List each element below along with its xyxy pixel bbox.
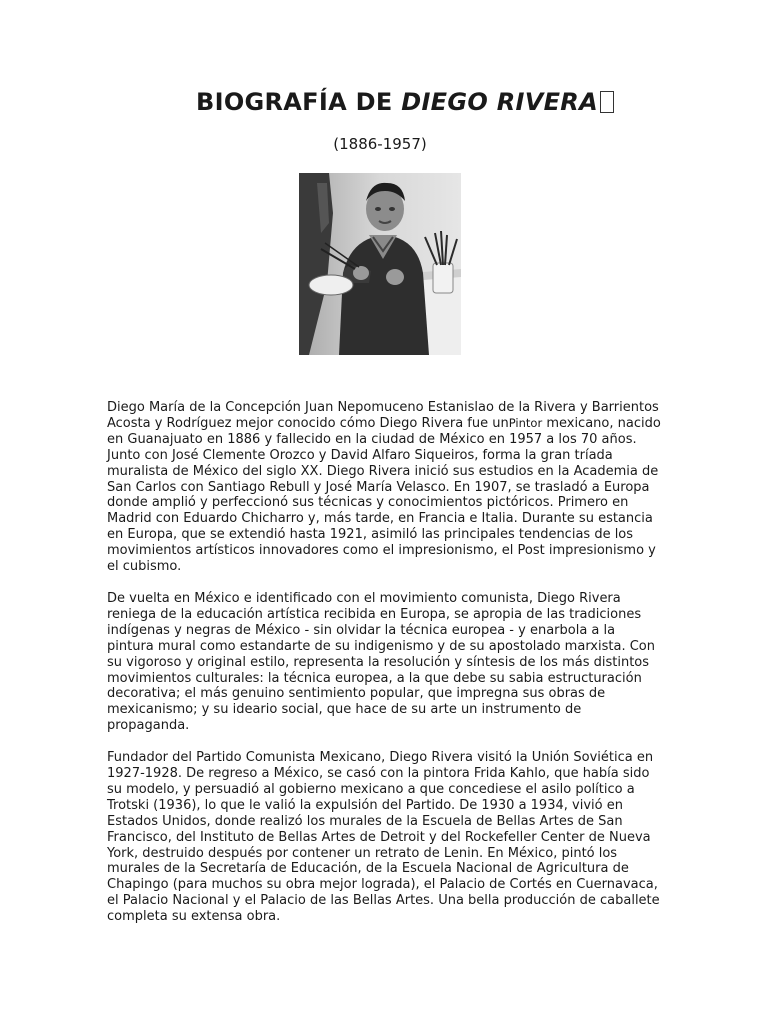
missing-glyph-box [600, 91, 614, 113]
paragraph-2: De vuelta en México e identificado con el movimiento comunista, Diego Rivera reniega de la educación artística recibida en Europa, se apropia de las tradiciones indígenas y negras de México - sin olvidar la técnica europea - y enarbola a la pintura mural como estandarte de su indigenismo y de su apostolado marxista. Con su vigoroso y original estilo, representa la resolución y síntesis de los más distintos movimientos culturales: la técnica europea, a la que debe su sabia estructuración decorativa; el más genuino sentimiento popular, que impregna sus obras de mexicanismo; y su ideario social, que hace de su arte un instrumento de propaganda. [107, 590, 655, 734]
biography-text [107, 400, 663, 941]
page-title [196, 88, 614, 116]
portrait-illustration [299, 173, 461, 355]
title-prefix: BIOGRAFÍA DE [196, 88, 402, 116]
paragraph-1-part-a: Diego María de la Concepción Juan Nepomuceno Estanislao de la Rivera y Barrientos Acosta y Rodríguez mejor conocido cómo Diego Rivera fue un [107, 400, 659, 431]
paragraph-1-pintor: Pintor [508, 415, 543, 430]
paragraph-1-part-c: mexicano, nacido en Guanajuato en 1886 y fallecido en la ciudad de México en 1957 a los 70 años. Junto con José Clemente Orozco y David Alfaro Siqueiros, forma la gran tríada muralista de México del siglo XX. Diego Rivera inició sus estudios en la Academia de San Carlos con Santiago Rebull y José María Velasco. En 1907, se trasladó a Europa donde amplió y perfeccionó sus técnicas y conocimientos pictóricos. Primero en Madrid con Eduardo Chicharro y, más tarde, en Francia e Italia. Durante su estancia en Europa, que se extendió hasta 1921, asimiló las principales tendencias de los movimientos artísticos innovadores como el impresionismo, el Post impresionismo y el cubismo. [107, 415, 661, 575]
paragraph-3: Fundador del Partido Comunista Mexicano, Diego Rivera visitó la Unión Soviética en 1927-1928. De regreso a México, se casó con la pintora Frida Kahlo, que había sido su modelo, y persuadió al gobierno mexicano a que concediese el asilo político a Trotski (1936), lo que le valió la expulsión del Partido. De 1930 a 1934, vivió en Estados Unidos, donde realizó los murales de la Escuela de Bellas Artes de San Francisco, del Instituto de Bellas Artes de Detroit y del Rockefeller Center de Nueva York, destruido después por contener un retrato de Lenin. En México, pintó los murales de la Secretaría de Educación, de la Escuela Nacional de Agricultura de Chapingo (para muchos su obra mejor lograda), el Palacio de Cortés en Cuernavaca, el Palacio Nacional y el Palacio de las Bellas Artes. Una bella producción de caballete completa su extensa obra. [107, 750, 660, 925]
portrait-photo [299, 173, 461, 355]
life-dates: (1886-1957) [333, 135, 427, 153]
paragraph-1 [107, 400, 663, 575]
title-name: DIEGO RIVERA [401, 88, 598, 116]
